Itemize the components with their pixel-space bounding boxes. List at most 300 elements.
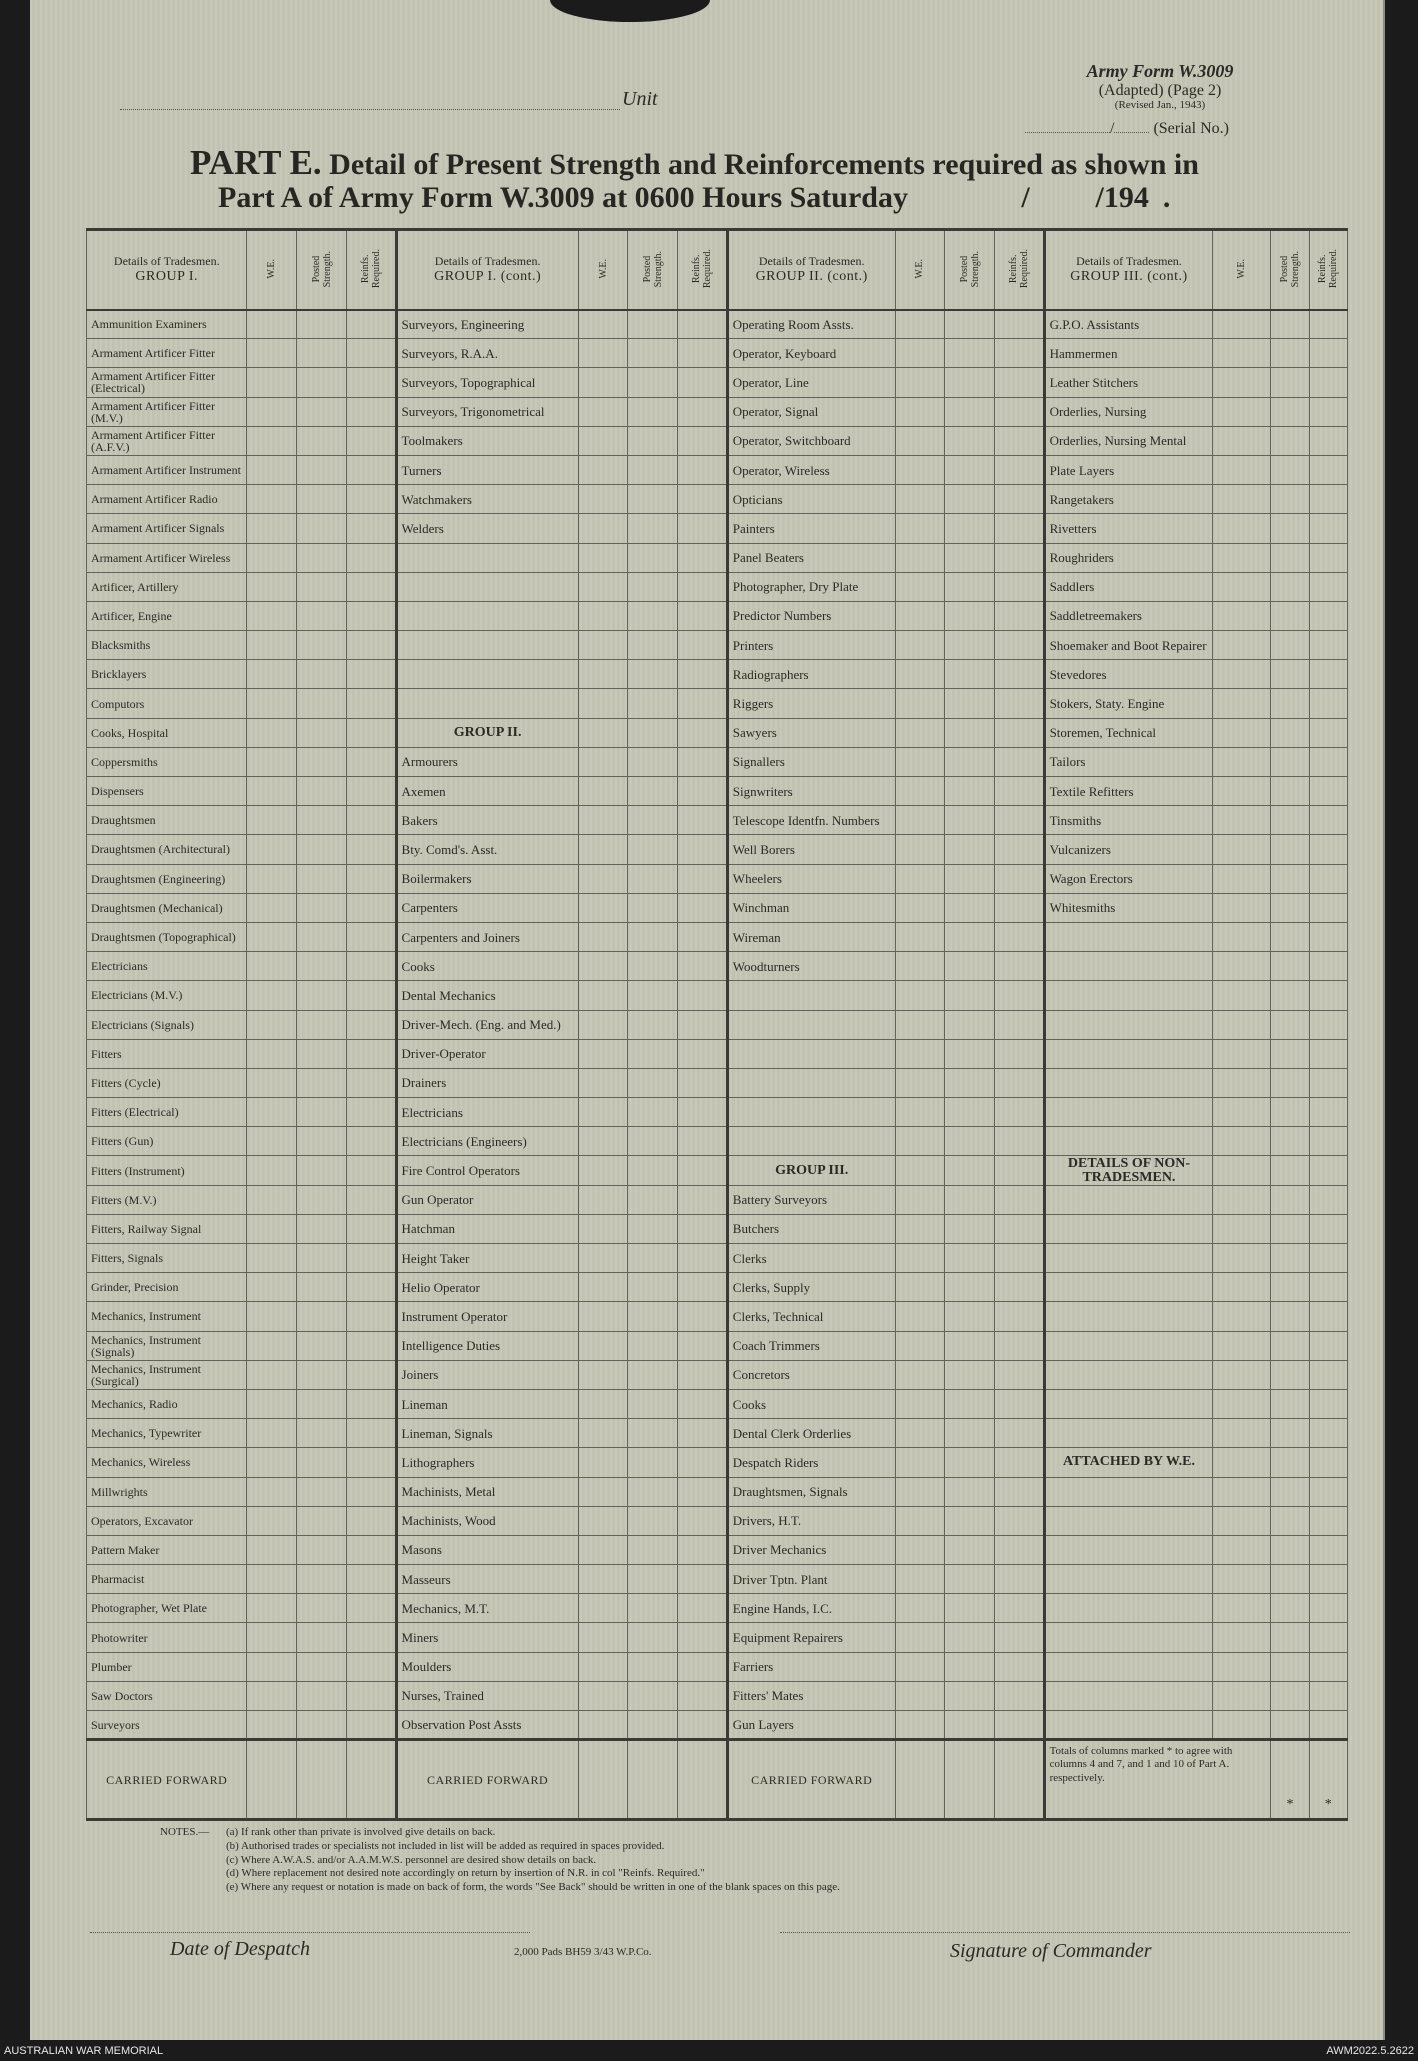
reinfs-required-cell[interactable] [1309,1302,1347,1331]
reinfs-required-cell[interactable] [678,1623,728,1652]
reinfs-required-cell[interactable] [678,1185,728,1214]
posted-strength-cell[interactable] [297,631,347,660]
reinfs-required-cell[interactable] [994,1506,1044,1535]
we-cell[interactable] [1213,543,1271,572]
we-cell[interactable] [1213,1506,1271,1535]
we-cell[interactable] [578,1711,628,1740]
posted-strength-cell[interactable] [945,455,995,484]
posted-strength-cell[interactable] [1271,543,1309,572]
reinfs-required-cell[interactable] [994,1594,1044,1623]
reinfs-required-cell[interactable] [994,485,1044,514]
reinfs-required-cell[interactable] [1309,1565,1347,1594]
posted-strength-cell[interactable] [945,1448,995,1477]
posted-strength-cell[interactable] [628,572,678,601]
we-cell[interactable] [578,1448,628,1477]
posted-strength-cell[interactable] [297,747,347,776]
reinfs-required-cell[interactable] [1309,455,1347,484]
reinfs-required-cell[interactable] [994,747,1044,776]
we-cell[interactable] [895,922,945,951]
reinfs-required-cell[interactable] [678,1156,728,1185]
we-cell[interactable] [895,455,945,484]
reinfs-required-cell[interactable] [678,455,728,484]
reinfs-required-cell[interactable] [346,777,396,806]
reinfs-required-cell[interactable] [678,718,728,747]
we-cell[interactable] [1213,631,1271,660]
reinfs-required-cell[interactable] [346,952,396,981]
we-cell[interactable] [247,893,297,922]
posted-strength-cell[interactable] [1271,1214,1309,1243]
we-cell[interactable] [895,1448,945,1477]
posted-strength-cell[interactable] [945,1185,995,1214]
posted-strength-cell[interactable] [945,835,995,864]
we-cell[interactable] [578,601,628,630]
reinfs-required-cell[interactable] [1309,1594,1347,1623]
we-cell[interactable] [247,1214,297,1243]
posted-strength-cell[interactable] [297,952,347,981]
we-cell[interactable] [247,1535,297,1564]
posted-strength-cell[interactable] [297,864,347,893]
posted-strength-cell[interactable] [1271,835,1309,864]
reinfs-required-cell[interactable] [994,1389,1044,1418]
we-cell[interactable] [247,543,297,572]
we-cell[interactable] [247,777,297,806]
reinfs-required-cell[interactable] [678,631,728,660]
posted-strength-cell[interactable] [628,893,678,922]
reinfs-required-cell[interactable] [1309,1389,1347,1418]
reinfs-required-cell[interactable] [678,601,728,630]
reinfs-required-cell[interactable] [1309,718,1347,747]
reinfs-required-cell[interactable] [346,368,396,397]
posted-strength-cell[interactable] [945,514,995,543]
reinfs-required-cell[interactable] [346,1623,396,1652]
posted-strength-cell[interactable] [297,893,347,922]
posted-strength-cell[interactable] [945,1068,995,1097]
posted-strength-cell[interactable] [297,660,347,689]
reinfs-required-cell[interactable] [994,835,1044,864]
we-cell[interactable] [895,426,945,455]
reinfs-required-cell[interactable] [346,1098,396,1127]
posted-strength-cell[interactable] [297,397,347,426]
we-cell[interactable] [1213,1594,1271,1623]
reinfs-required-cell[interactable] [346,1652,396,1681]
reinfs-required-cell[interactable] [1309,368,1347,397]
we-cell[interactable] [578,426,628,455]
posted-strength-cell[interactable] [297,1068,347,1097]
posted-strength-cell[interactable] [1271,1360,1309,1389]
reinfs-required-cell[interactable] [346,864,396,893]
we-cell[interactable] [1213,981,1271,1010]
reinfs-required-cell[interactable] [346,1506,396,1535]
reinfs-required-cell[interactable] [678,1681,728,1710]
we-cell[interactable] [247,514,297,543]
posted-strength-cell[interactable] [1271,952,1309,981]
posted-strength-cell[interactable] [297,1360,347,1389]
reinfs-required-cell[interactable] [346,893,396,922]
we-cell[interactable] [895,514,945,543]
we-cell[interactable] [1213,368,1271,397]
reinfs-required-cell[interactable] [1309,922,1347,951]
posted-strength-cell[interactable] [628,339,678,368]
reinfs-required-cell[interactable] [994,1623,1044,1652]
reinfs-required-cell[interactable] [346,660,396,689]
reinfs-required-cell[interactable] [1309,777,1347,806]
we-cell[interactable] [578,1098,628,1127]
we-cell[interactable] [247,1156,297,1185]
posted-strength-cell[interactable] [628,1477,678,1506]
reinfs-required-cell[interactable] [678,864,728,893]
reinfs-required-cell[interactable] [994,1098,1044,1127]
we-cell[interactable] [578,777,628,806]
reinfs-required-cell[interactable] [994,1244,1044,1273]
posted-strength-cell[interactable] [945,1477,995,1506]
reinfs-required-cell[interactable] [346,1565,396,1594]
reinfs-required-cell[interactable] [994,1535,1044,1564]
reinfs-required-cell[interactable] [346,747,396,776]
we-cell[interactable] [895,718,945,747]
posted-strength-cell[interactable] [628,1331,678,1360]
posted-strength-cell[interactable] [945,981,995,1010]
we-cell[interactable] [578,543,628,572]
posted-strength-cell[interactable] [297,1185,347,1214]
posted-strength-cell[interactable] [1271,1652,1309,1681]
reinfs-required-cell[interactable] [1309,572,1347,601]
posted-strength-cell[interactable] [945,1010,995,1039]
reinfs-required-cell[interactable] [994,1214,1044,1243]
posted-strength-cell[interactable] [628,864,678,893]
we-cell[interactable] [578,1302,628,1331]
we-cell[interactable] [895,1098,945,1127]
reinfs-required-cell[interactable] [346,572,396,601]
posted-strength-cell[interactable] [297,339,347,368]
we-cell[interactable] [1213,514,1271,543]
reinfs-required-cell[interactable] [1309,1331,1347,1360]
reinfs-required-cell[interactable] [994,368,1044,397]
posted-strength-cell[interactable] [945,1244,995,1273]
reinfs-required-cell[interactable] [346,1127,396,1156]
reinfs-required-cell[interactable] [346,426,396,455]
we-cell[interactable] [895,1302,945,1331]
posted-strength-cell[interactable] [297,1419,347,1448]
posted-strength-cell[interactable] [945,1302,995,1331]
reinfs-required-cell[interactable] [994,806,1044,835]
we-cell[interactable] [1213,397,1271,426]
reinfs-required-cell[interactable] [346,689,396,718]
we-cell[interactable] [578,1535,628,1564]
we-cell[interactable] [247,426,297,455]
reinfs-required-cell[interactable] [678,922,728,951]
posted-strength-cell[interactable] [297,1623,347,1652]
reinfs-required-cell[interactable] [678,689,728,718]
reinfs-required-cell[interactable] [678,806,728,835]
posted-strength-cell[interactable] [297,1273,347,1302]
posted-strength-cell[interactable] [1271,339,1309,368]
posted-strength-cell[interactable] [297,1565,347,1594]
posted-strength-cell[interactable] [1271,777,1309,806]
posted-strength-cell[interactable] [628,514,678,543]
posted-strength-cell[interactable] [945,1506,995,1535]
we-cell[interactable] [895,1331,945,1360]
posted-strength-cell[interactable] [628,1273,678,1302]
posted-strength-cell[interactable] [297,777,347,806]
posted-strength-cell[interactable] [628,1594,678,1623]
posted-strength-cell[interactable] [1271,1273,1309,1302]
posted-strength-cell[interactable] [628,835,678,864]
posted-strength-cell[interactable] [945,1681,995,1710]
posted-strength-cell[interactable] [297,806,347,835]
we-cell[interactable] [578,689,628,718]
we-cell[interactable] [247,1127,297,1156]
posted-strength-cell[interactable] [945,601,995,630]
we-cell[interactable] [895,601,945,630]
reinfs-required-cell[interactable] [678,1302,728,1331]
posted-strength-cell[interactable] [945,718,995,747]
we-cell[interactable] [895,1535,945,1564]
we-cell[interactable] [895,397,945,426]
we-cell[interactable] [578,1477,628,1506]
we-cell[interactable] [247,1506,297,1535]
we-cell[interactable] [895,835,945,864]
posted-strength-cell[interactable] [945,660,995,689]
reinfs-required-cell[interactable] [1309,689,1347,718]
we-cell[interactable] [247,485,297,514]
we-cell[interactable] [1213,572,1271,601]
we-cell[interactable] [578,514,628,543]
reinfs-required-cell[interactable] [994,310,1044,339]
reinfs-required-cell[interactable] [994,1273,1044,1302]
we-cell[interactable] [895,1681,945,1710]
posted-strength-cell[interactable] [628,1214,678,1243]
we-cell[interactable] [895,1244,945,1273]
we-cell[interactable] [895,893,945,922]
we-cell[interactable] [895,1652,945,1681]
posted-strength-cell[interactable] [628,1623,678,1652]
reinfs-required-cell[interactable] [678,747,728,776]
we-cell[interactable] [578,368,628,397]
we-cell[interactable] [578,1681,628,1710]
we-cell[interactable] [895,1711,945,1740]
posted-strength-cell[interactable] [297,601,347,630]
we-cell[interactable] [1213,310,1271,339]
we-cell[interactable] [247,922,297,951]
posted-strength-cell[interactable] [297,1244,347,1273]
we-cell[interactable] [1213,1039,1271,1068]
posted-strength-cell[interactable] [628,397,678,426]
we-cell[interactable] [895,689,945,718]
reinfs-required-cell[interactable] [994,543,1044,572]
we-cell[interactable] [895,368,945,397]
posted-strength-cell[interactable] [1271,1448,1309,1477]
we-cell[interactable] [1213,1419,1271,1448]
reinfs-required-cell[interactable] [994,660,1044,689]
we-cell[interactable] [1213,455,1271,484]
we-cell[interactable] [1213,1214,1271,1243]
reinfs-required-cell[interactable] [346,1477,396,1506]
posted-strength-cell[interactable] [1271,1010,1309,1039]
we-cell[interactable] [247,1331,297,1360]
we-cell[interactable] [895,1565,945,1594]
we-cell[interactable] [578,1623,628,1652]
reinfs-required-cell[interactable] [678,952,728,981]
reinfs-required-cell[interactable] [678,1331,728,1360]
reinfs-required-cell[interactable] [1309,397,1347,426]
we-cell[interactable] [895,543,945,572]
reinfs-required-cell[interactable] [346,543,396,572]
we-cell[interactable] [895,1010,945,1039]
posted-strength-cell[interactable] [628,1098,678,1127]
we-cell[interactable] [578,310,628,339]
we-cell[interactable] [247,1068,297,1097]
we-cell[interactable] [247,1244,297,1273]
reinfs-required-cell[interactable] [1309,806,1347,835]
reinfs-required-cell[interactable] [1309,543,1347,572]
posted-strength-cell[interactable] [1271,1419,1309,1448]
posted-strength-cell[interactable] [1271,631,1309,660]
posted-strength-cell[interactable] [945,1039,995,1068]
reinfs-required-cell[interactable] [1309,893,1347,922]
we-cell[interactable] [1213,601,1271,630]
reinfs-required-cell[interactable] [994,514,1044,543]
we-cell[interactable] [1213,1127,1271,1156]
reinfs-required-cell[interactable] [346,1273,396,1302]
reinfs-required-cell[interactable] [678,777,728,806]
we-cell[interactable] [895,1477,945,1506]
posted-strength-cell[interactable] [297,718,347,747]
reinfs-required-cell[interactable] [678,893,728,922]
posted-strength-cell[interactable] [945,368,995,397]
we-cell[interactable] [247,1594,297,1623]
posted-strength-cell[interactable] [628,981,678,1010]
reinfs-required-cell[interactable] [994,1039,1044,1068]
posted-strength-cell[interactable] [945,339,995,368]
we-cell[interactable] [1213,1010,1271,1039]
reinfs-required-cell[interactable] [678,1127,728,1156]
posted-strength-cell[interactable] [297,1477,347,1506]
we-cell[interactable] [1213,835,1271,864]
posted-strength-cell[interactable] [945,1127,995,1156]
reinfs-required-cell[interactable] [346,1331,396,1360]
we-cell[interactable] [578,1594,628,1623]
reinfs-required-cell[interactable] [1309,864,1347,893]
posted-strength-cell[interactable] [628,1681,678,1710]
we-cell[interactable] [1213,864,1271,893]
reinfs-required-cell[interactable] [678,1565,728,1594]
posted-strength-cell[interactable] [1271,426,1309,455]
reinfs-required-cell[interactable] [678,1389,728,1418]
we-cell[interactable] [895,1623,945,1652]
we-cell[interactable] [578,952,628,981]
reinfs-required-cell[interactable] [994,777,1044,806]
we-cell[interactable] [1213,777,1271,806]
we-cell[interactable] [1213,952,1271,981]
posted-strength-cell[interactable] [945,1535,995,1564]
posted-strength-cell[interactable] [297,689,347,718]
reinfs-required-cell[interactable] [994,1681,1044,1710]
posted-strength-cell[interactable] [945,747,995,776]
reinfs-required-cell[interactable] [346,1711,396,1740]
posted-strength-cell[interactable] [945,1098,995,1127]
we-cell[interactable] [1213,1098,1271,1127]
posted-strength-cell[interactable] [1271,1098,1309,1127]
reinfs-required-cell[interactable] [346,1360,396,1389]
posted-strength-cell[interactable] [1271,747,1309,776]
we-cell[interactable] [895,806,945,835]
we-cell[interactable] [578,922,628,951]
reinfs-required-cell[interactable] [678,1535,728,1564]
posted-strength-cell[interactable] [628,660,678,689]
we-cell[interactable] [247,1681,297,1710]
we-cell[interactable] [895,1068,945,1097]
reinfs-required-cell[interactable] [346,631,396,660]
we-cell[interactable] [578,806,628,835]
reinfs-required-cell[interactable] [678,426,728,455]
reinfs-required-cell[interactable] [678,1098,728,1127]
posted-strength-cell[interactable] [628,1506,678,1535]
we-cell[interactable] [247,1302,297,1331]
posted-strength-cell[interactable] [1271,1039,1309,1068]
posted-strength-cell[interactable] [297,1302,347,1331]
we-cell[interactable] [578,1331,628,1360]
we-cell[interactable] [895,572,945,601]
posted-strength-cell[interactable] [1271,368,1309,397]
posted-strength-cell[interactable] [945,922,995,951]
reinfs-required-cell[interactable] [346,601,396,630]
posted-strength-cell[interactable] [1271,1127,1309,1156]
posted-strength-cell[interactable] [628,1302,678,1331]
we-cell[interactable] [247,1419,297,1448]
reinfs-required-cell[interactable] [1309,952,1347,981]
posted-strength-cell[interactable] [297,572,347,601]
reinfs-required-cell[interactable] [1309,1419,1347,1448]
we-cell[interactable] [895,952,945,981]
posted-strength-cell[interactable] [628,1448,678,1477]
we-cell[interactable] [247,1623,297,1652]
reinfs-required-cell[interactable] [678,1273,728,1302]
reinfs-required-cell[interactable] [678,1711,728,1740]
reinfs-required-cell[interactable] [1309,1652,1347,1681]
reinfs-required-cell[interactable] [1309,1448,1347,1477]
reinfs-required-cell[interactable] [994,455,1044,484]
posted-strength-cell[interactable] [297,1535,347,1564]
serial-number-field[interactable] [1025,120,1229,138]
reinfs-required-cell[interactable] [678,368,728,397]
we-cell[interactable] [247,1711,297,1740]
reinfs-required-cell[interactable] [994,631,1044,660]
posted-strength-cell[interactable] [297,1331,347,1360]
we-cell[interactable] [247,1098,297,1127]
posted-strength-cell[interactable] [628,952,678,981]
we-cell[interactable] [247,1652,297,1681]
we-cell[interactable] [895,1039,945,1068]
we-cell[interactable] [895,1360,945,1389]
we-cell[interactable] [1213,1535,1271,1564]
reinfs-required-cell[interactable] [1309,426,1347,455]
posted-strength-cell[interactable] [628,1389,678,1418]
posted-strength-cell[interactable] [297,426,347,455]
reinfs-required-cell[interactable] [346,1302,396,1331]
posted-strength-cell[interactable] [1271,1535,1309,1564]
posted-strength-cell[interactable] [1271,1594,1309,1623]
reinfs-required-cell[interactable] [1309,660,1347,689]
reinfs-required-cell[interactable] [994,426,1044,455]
we-cell[interactable] [578,1039,628,1068]
we-cell[interactable] [1213,339,1271,368]
posted-strength-cell[interactable] [628,1010,678,1039]
reinfs-required-cell[interactable] [994,718,1044,747]
we-cell[interactable] [247,368,297,397]
reinfs-required-cell[interactable] [346,806,396,835]
posted-strength-cell[interactable] [1271,1623,1309,1652]
posted-strength-cell[interactable] [1271,922,1309,951]
